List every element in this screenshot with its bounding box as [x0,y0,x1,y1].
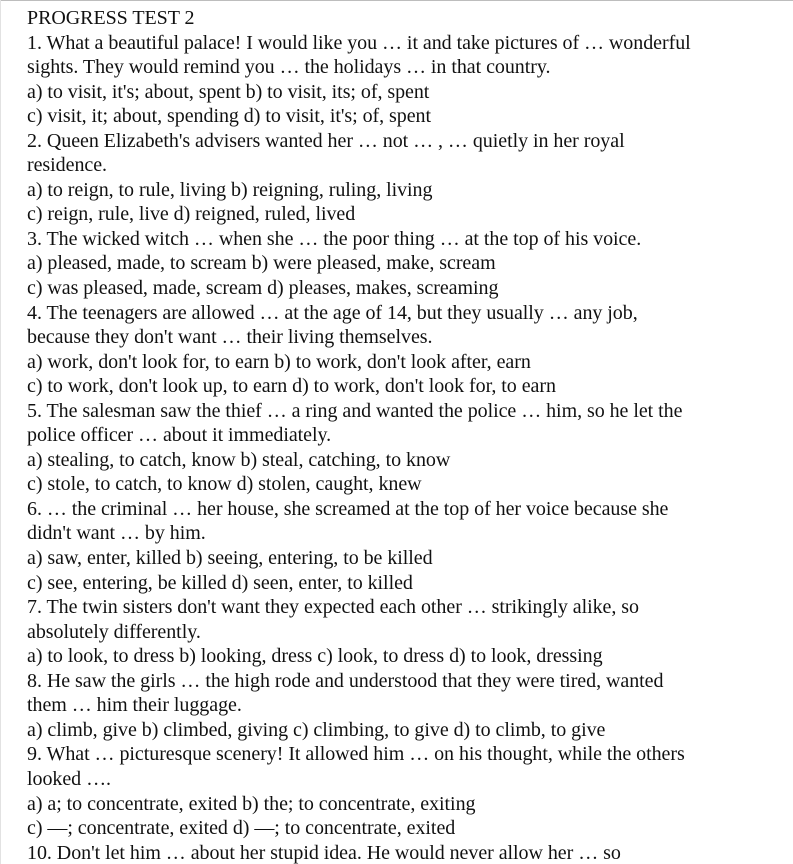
question-1-options-cd: c) visit, it; about, spending d) to visit, it's; of, spent [27,105,432,128]
question-3-options-cd: c) was pleased, made, scream d) pleases, makes, screaming [27,277,499,300]
question-9-line-2: looked …. [27,767,111,790]
question-5-line-1: 5. The salesman saw the thief … a ring and wanted the police … him, so he let the [27,399,683,422]
question-6-options-cd: c) see, entering, be killed d) seen, enter, to killed [27,571,413,594]
question-2-options-cd: c) reign, rule, live d) reigned, ruled, lived [27,203,356,226]
test-text [27,6,787,864]
question-3-line-1: 3. The wicked witch … when she … the poor thing … at the top of his voice. [27,227,642,250]
question-2-line-1: 2. Queen Elizabeth's advisers wanted her … not … , … quietly in her royal [27,129,625,152]
question-4-line-2: because they don't want … their living themselves. [27,326,433,349]
question-1-options-ab: a) to visit, it's; about, spent b) to visit, its; of, spent [27,80,430,103]
question-5-line-2: police officer … about it immediately. [27,424,332,447]
question-6-line-2: didn't want … by him. [27,522,206,545]
question-5-options-ab: a) stealing, to catch, know b) steal, catching, to know [27,448,451,471]
question-4-options-cd: c) to work, don't look up, to earn d) to work, don't look for, to earn [27,375,556,398]
question-9-options-ab: a) a; to concentrate, exited b) the; to concentrate, exiting [27,792,476,815]
left-border [0,0,1,864]
document-title: PROGRESS TEST 2 [27,7,195,29]
question-4-options-ab: a) work, don't look for, to earn b) to work, don't look after, earn [27,350,531,373]
question-8-line-2: them … him their luggage. [27,694,242,717]
question-10-line-1: 10. Don't let him … about her stupid idea. He would never allow her … so [27,841,621,864]
question-4-line-1: 4. The teenagers are allowed … at the age of 14, but they usually … any job, [27,301,638,324]
question-3-options-ab: a) pleased, made, to scream b) were pleased, make, scream [27,252,496,275]
question-1-line-1: 1. What a beautiful palace! I would like you … it and take pictures of … wonderful [27,31,691,54]
question-7-options: a) to look, to dress b) looking, dress c) look, to dress d) to look, dressing [27,645,603,668]
question-7-line-2: absolutely differently. [27,620,201,643]
question-9-options-cd: c) —; concentrate, exited d) —; to concentrate, exited [27,817,456,840]
question-5-options-cd: c) stole, to catch, to know d) stolen, caught, knew [27,473,422,496]
question-8-options: a) climb, give b) climbed, giving c) climbing, to give d) to climb, to give [27,718,606,741]
question-8-line-1: 8. He saw the girls … the high rode and understood that they were tired, wanted [27,669,664,692]
question-6-line-1: 6. … the criminal … her house, she screamed at the top of her voice because she [27,497,669,520]
question-7-line-1: 7. The twin sisters don't want they expected each other … strikingly alike, so [27,596,639,619]
question-2-options-ab: a) to reign, to rule, living b) reigning, ruling, living [27,178,433,201]
question-2-line-2: residence. [27,154,108,177]
question-6-options-ab: a) saw, enter, killed b) seeing, entering, to be killed [27,547,433,570]
top-border [0,0,793,1]
question-1-line-2: sights. They would remind you … the holidays … in that country. [27,56,551,79]
question-9-line-1: 9. What … picturesque scenery! It allowed him … on his thought, while the others [27,743,685,766]
